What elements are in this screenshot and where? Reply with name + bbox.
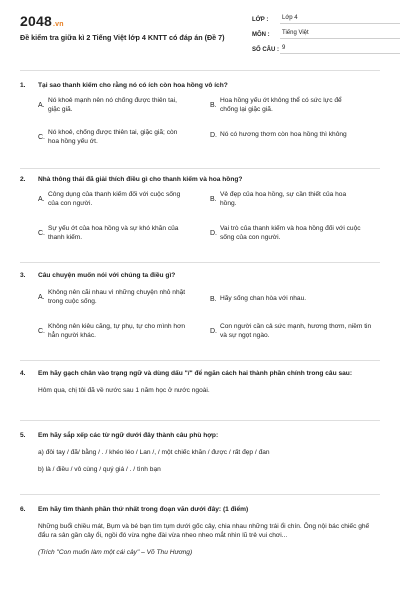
answer-line-a: a) đôi tay / đã/ bằng / . / khéo léo / Lan /, / một chiếc khăn / được / rất đẹp / đan: [38, 448, 270, 456]
option-text: Vẻ đẹp của hoa hồng, sự cần thiết của hoa hồng.: [220, 190, 347, 207]
divider: [20, 360, 380, 361]
question-number: 3.: [20, 272, 26, 279]
question-number: 1.: [20, 82, 26, 89]
question-text: Câu chuyện muốn nói với chúng ta điều gì?: [38, 272, 176, 279]
question-6: [20, 506, 380, 558]
answer-text: Hôm qua, chị tôi đã về nước sau 1 năm học ở nước ngoài.: [38, 386, 210, 394]
option-text: Sự yếu ớt của hoa hồng và sự khó khăn của thanh kiếm.: [48, 224, 179, 241]
site-logo[interactable]: [20, 12, 64, 34]
question-text: Em hãy sắp xếp các từ ngữ dưới đây thành câu phù hợp:: [38, 432, 219, 439]
passage-text: Những buổi chiều mát, Bụm và bé bạn tìm tụm dưới gốc cây, chia nhau những trái ổi chín. Ông nội bác chiếc ghế đẩu ra sân gần cây ổi, ngồi đó vừa nghe đài vừa nheo nheo mắt nhìn lũ trẻ vui chơi...: [38, 522, 370, 539]
option-letter: A.: [38, 196, 45, 204]
question-1: [20, 82, 380, 164]
question-number: 2.: [20, 176, 26, 183]
question-3: [20, 272, 380, 358]
option-letter: A.: [38, 102, 45, 110]
option-text: Công dụng của thanh kiếm đối với cuộc sống của con người.: [48, 190, 181, 207]
meta-value: Lớp 4: [280, 14, 400, 24]
option-letter: A.: [38, 294, 45, 302]
meta-label: LỚP :: [252, 16, 269, 23]
divider: [20, 262, 380, 263]
divider: [20, 70, 380, 71]
passage-citation: (Trích "Con muốn làm một cái cây" – Võ Thu Hương): [38, 548, 193, 556]
option-letter: B.: [210, 196, 217, 204]
option-letter: C.: [38, 134, 45, 142]
answer-line-b: b) là / điều / vô cùng / quý giá / . / tình bạn: [38, 465, 161, 473]
option-b[interactable]: [210, 295, 360, 304]
question-5: [20, 432, 380, 483]
meta-panel: [252, 12, 400, 54]
option-d[interactable]: [210, 131, 400, 140]
option-c[interactable]: [38, 225, 188, 243]
option-d[interactable]: [210, 225, 376, 243]
option-text: Vai trò của thanh kiếm và hoa hồng đối với cuộc sống của con người.: [220, 224, 361, 241]
option-b[interactable]: [210, 97, 360, 115]
question-text: Nhà thông thái đã giải thích điều gì cho thanh kiếm và hoa hồng?: [38, 176, 243, 183]
question-number: 4.: [20, 370, 26, 377]
option-letter: C.: [38, 328, 45, 336]
meta-row-subject: [252, 27, 400, 39]
option-letter: C.: [38, 230, 45, 238]
logo-suffix: .vn: [52, 21, 64, 28]
option-text: Không nên cãi nhau vì những chuyện nhỏ nhặt trong cuộc sống.: [48, 288, 186, 305]
option-a[interactable]: [38, 289, 188, 307]
answer-block: [38, 523, 380, 558]
option-letter: B.: [210, 295, 217, 303]
option-a[interactable]: [38, 191, 188, 209]
meta-row-count: [252, 42, 400, 54]
option-text: Không nên kiêu căng, tự phụ, tự cho mình hơn hẳn người khác.: [48, 322, 186, 339]
logo-text: 2048: [20, 13, 52, 29]
option-text: Nó khoẻ, chống được thiên tai, giặc giã; còn hoa hồng yếu ớt.: [48, 128, 178, 145]
option-text: Hoa hồng yếu ớt không thể có sức lực để chống lại giặc giã.: [220, 96, 342, 113]
option-d[interactable]: [210, 323, 376, 341]
option-c[interactable]: [38, 323, 188, 341]
question-2: [20, 176, 380, 262]
question-number: 6.: [20, 506, 26, 513]
option-b[interactable]: [210, 191, 360, 209]
question-number: 5.: [20, 432, 26, 439]
option-letter: D.: [210, 131, 217, 139]
meta-value: 9: [280, 44, 400, 54]
option-letter: D.: [210, 230, 217, 238]
meta-label: SỐ CÂU :: [252, 46, 279, 53]
option-c[interactable]: [38, 129, 188, 147]
question-text: Tại sao thanh kiếm cho rằng nó có ích còn hoa hồng vô ích?: [38, 82, 228, 89]
option-a[interactable]: [38, 97, 188, 115]
meta-label: MÔN :: [252, 31, 270, 38]
option-text: Nó có hương thơm còn hoa hồng thì không: [220, 131, 347, 139]
meta-row-class: [252, 12, 400, 24]
question-text: Em hãy gạch chân vào trạng ngữ và dùng dấu "/" để ngăn cách hai thành phần chính trong câu sau:: [38, 370, 353, 377]
question-text: Em hãy tìm thành phần thứ nhất trong đoạn văn dưới đây: (1 điểm): [38, 506, 249, 513]
option-letter: B.: [210, 102, 217, 110]
option-text: Con người cần cả sức mạnh, hương thơm, niềm tin và sự ngọt ngào.: [220, 322, 372, 339]
option-text: Nó khoẻ mạnh nên nó chống được thiên tai, giặc giã.: [48, 96, 177, 113]
document-title: Đề kiểm tra giữa kì 2 Tiếng Việt lớp 4 KNTT có đáp án (Đề 7): [20, 33, 225, 42]
answer-block: [38, 387, 380, 396]
meta-value: Tiếng Việt: [280, 29, 400, 39]
option-letter: D.: [210, 328, 217, 336]
divider: [20, 420, 380, 421]
option-text: Hãy sống chan hòa với nhau.: [220, 295, 307, 303]
answer-block: [38, 449, 380, 475]
divider: [20, 494, 380, 495]
divider: [20, 168, 380, 169]
document-header: [20, 12, 380, 60]
question-4: [20, 370, 380, 404]
